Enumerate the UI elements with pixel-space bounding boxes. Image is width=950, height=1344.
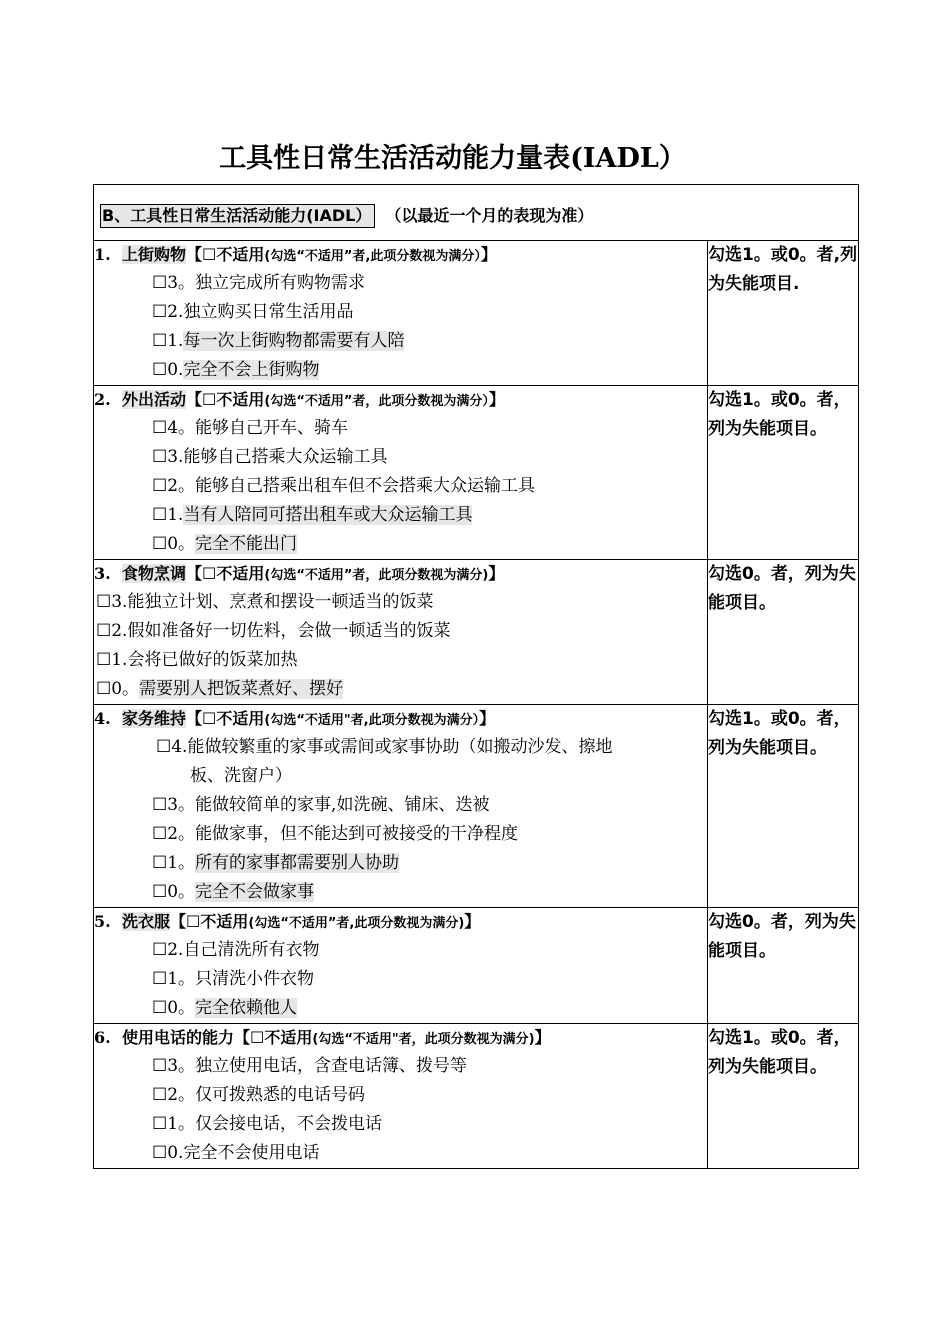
- question-row-shopping: [94, 241, 859, 386]
- disability-note: 勾选1。或0。者，列为失能项目。: [708, 705, 859, 908]
- option-checkbox[interactable]: ☐2.假如准备好一切佐料，会做一顿适当的饭菜: [96, 621, 451, 641]
- question-heading: [94, 386, 707, 414]
- option-checkbox[interactable]: ☐1。仅会接电话，不会拨电话: [152, 1114, 383, 1134]
- option-checkbox[interactable]: ☐1.当有人陪同可搭出租车或大众运输工具: [152, 505, 473, 525]
- not-applicable-hint: (勾选“不适用”者,此项分数视为满分）: [264, 249, 481, 264]
- section-header-cell: [94, 185, 859, 241]
- question-name: 洗衣服: [122, 912, 171, 931]
- disability-note: 勾选0。者，列为失能项目。: [708, 560, 859, 705]
- bracket-close: 】: [534, 1028, 551, 1047]
- not-applicable-checkbox[interactable]: 【☐不适用: [186, 245, 265, 264]
- not-applicable-hint: (勾选“不适用”者，此项分数视为满分）: [264, 394, 489, 409]
- section-note: （以最近一个月的表现为准）: [385, 206, 594, 225]
- bracket-close: 】: [464, 912, 481, 931]
- option-checkbox[interactable]: ☐3.能够自己搭乘大众运输工具: [152, 447, 388, 467]
- option-checkbox[interactable]: ☐3。能做较简单的家事,如洗碗、铺床、迭被: [152, 795, 490, 815]
- option-checkbox[interactable]: ☐3.能独立计划、烹煮和摆设一顿适当的饭菜: [96, 592, 434, 612]
- disability-note: 勾选1。或0。者,列为失能项目.: [708, 241, 859, 386]
- question-row-cooking: [94, 560, 859, 705]
- not-applicable-checkbox[interactable]: 【☐不适用: [186, 564, 265, 583]
- option-checkbox[interactable]: ☐4.能做较繁重的家事或需间或家事协助（如搬动沙发、擦地 板、洗窗户）: [156, 737, 613, 786]
- option-checkbox[interactable]: ☐0。完全依赖他人: [152, 998, 298, 1018]
- question-heading: [94, 908, 707, 936]
- question-name: 家务维持: [122, 709, 187, 728]
- disability-note: 勾选1。或0。者，列为失能项目。: [708, 386, 859, 560]
- question-row-housework: [94, 705, 859, 908]
- table-header-row: [94, 185, 859, 241]
- question-number: 1.: [94, 245, 111, 264]
- question-heading: [94, 705, 707, 733]
- question-cell: [94, 241, 708, 386]
- question-cell: [94, 705, 708, 908]
- bracket-close: 】: [488, 390, 505, 409]
- question-name: 上街购物: [122, 245, 187, 264]
- question-cell: [94, 1024, 708, 1169]
- not-applicable-checkbox[interactable]: 【☐不适用: [186, 709, 265, 728]
- option-checkbox[interactable]: ☐0。需要别人把饭菜煮好、摆好: [96, 679, 344, 699]
- question-heading: [94, 241, 707, 269]
- option-checkbox[interactable]: ☐1.每一次上街购物都需要有人陪: [152, 331, 405, 351]
- question-cell: [94, 908, 708, 1024]
- not-applicable-hint: (勾选“不适用"者,此项分数视为满分）: [264, 713, 480, 728]
- section-label: B、工具性日常生活活动能力(IADL）: [100, 204, 375, 228]
- question-name: 使用电话的能力: [122, 1028, 235, 1047]
- option-checkbox[interactable]: ☐0。完全不会做家事: [152, 882, 315, 902]
- question-heading: [94, 560, 707, 588]
- question-number: 6.: [94, 1028, 111, 1047]
- bracket-close: 】: [488, 564, 505, 583]
- question-number: 2.: [94, 390, 111, 409]
- question-row-telephone: [94, 1024, 859, 1169]
- bracket-close: 】: [479, 709, 496, 728]
- question-name: 外出活动: [122, 390, 187, 409]
- option-checkbox[interactable]: ☐1。所有的家事都需要别人协助: [152, 853, 400, 873]
- option-checkbox[interactable]: ☐2。能够自己搭乘出租车但不会搭乘大众运输工具: [152, 476, 536, 496]
- question-number: 5.: [94, 912, 111, 931]
- option-checkbox[interactable]: ☐0.完全不会上街购物: [152, 360, 320, 380]
- page-title: 工具性日常生活活动能力量表(IADL）: [219, 143, 686, 174]
- option-checkbox[interactable]: ☐2.独立购买日常生活用品: [152, 302, 354, 322]
- question-row-laundry: [94, 908, 859, 1024]
- not-applicable-checkbox[interactable]: 【☐不适用: [170, 912, 249, 931]
- question-name: 食物烹调: [122, 564, 187, 583]
- iadl-table: [93, 184, 859, 1169]
- question-heading: [94, 1024, 707, 1052]
- option-checkbox[interactable]: ☐1。只清洗小件衣物: [152, 969, 315, 989]
- option-checkbox[interactable]: ☐3。独立使用电话，含查电话簿、拨号等: [152, 1056, 468, 1076]
- question-number: 3.: [94, 564, 111, 583]
- not-applicable-checkbox[interactable]: 【☐不适用: [234, 1028, 313, 1047]
- option-checkbox[interactable]: ☐3。独立完成所有购物需求: [152, 273, 366, 293]
- bracket-close: 】: [480, 245, 497, 264]
- question-cell: [94, 386, 708, 560]
- option-checkbox[interactable]: ☐4。能够自己开车、骑车: [152, 418, 349, 438]
- option-checkbox[interactable]: ☐2.自己清洗所有衣物: [152, 940, 320, 960]
- disability-note: 勾选1。或0。者，列为失能项目。: [708, 1024, 859, 1169]
- question-row-going-out: [94, 386, 859, 560]
- not-applicable-hint: (勾选“不适用"者，此项分数视为满分): [312, 1032, 535, 1047]
- not-applicable-hint: (勾选“不适用”者，此项分数视为满分): [264, 568, 489, 583]
- option-checkbox[interactable]: ☐0.完全不会使用电话: [152, 1143, 320, 1163]
- not-applicable-hint: (勾选“不适用”者,此项分数视为满分): [248, 916, 465, 931]
- not-applicable-checkbox[interactable]: 【☐不适用: [186, 390, 265, 409]
- option-checkbox[interactable]: ☐2。仅可拨熟悉的电话号码: [152, 1085, 366, 1105]
- option-checkbox[interactable]: ☐0。完全不能出门: [152, 534, 298, 554]
- disability-note: 勾选0。者，列为失能项目。: [708, 908, 859, 1024]
- option-checkbox[interactable]: ☐1.会将已做好的饭菜加热: [96, 650, 298, 670]
- option-checkbox[interactable]: ☐2。能做家事，但不能达到可被接受的干净程度: [152, 824, 519, 844]
- question-cell: [94, 560, 708, 705]
- question-number: 4.: [94, 709, 111, 728]
